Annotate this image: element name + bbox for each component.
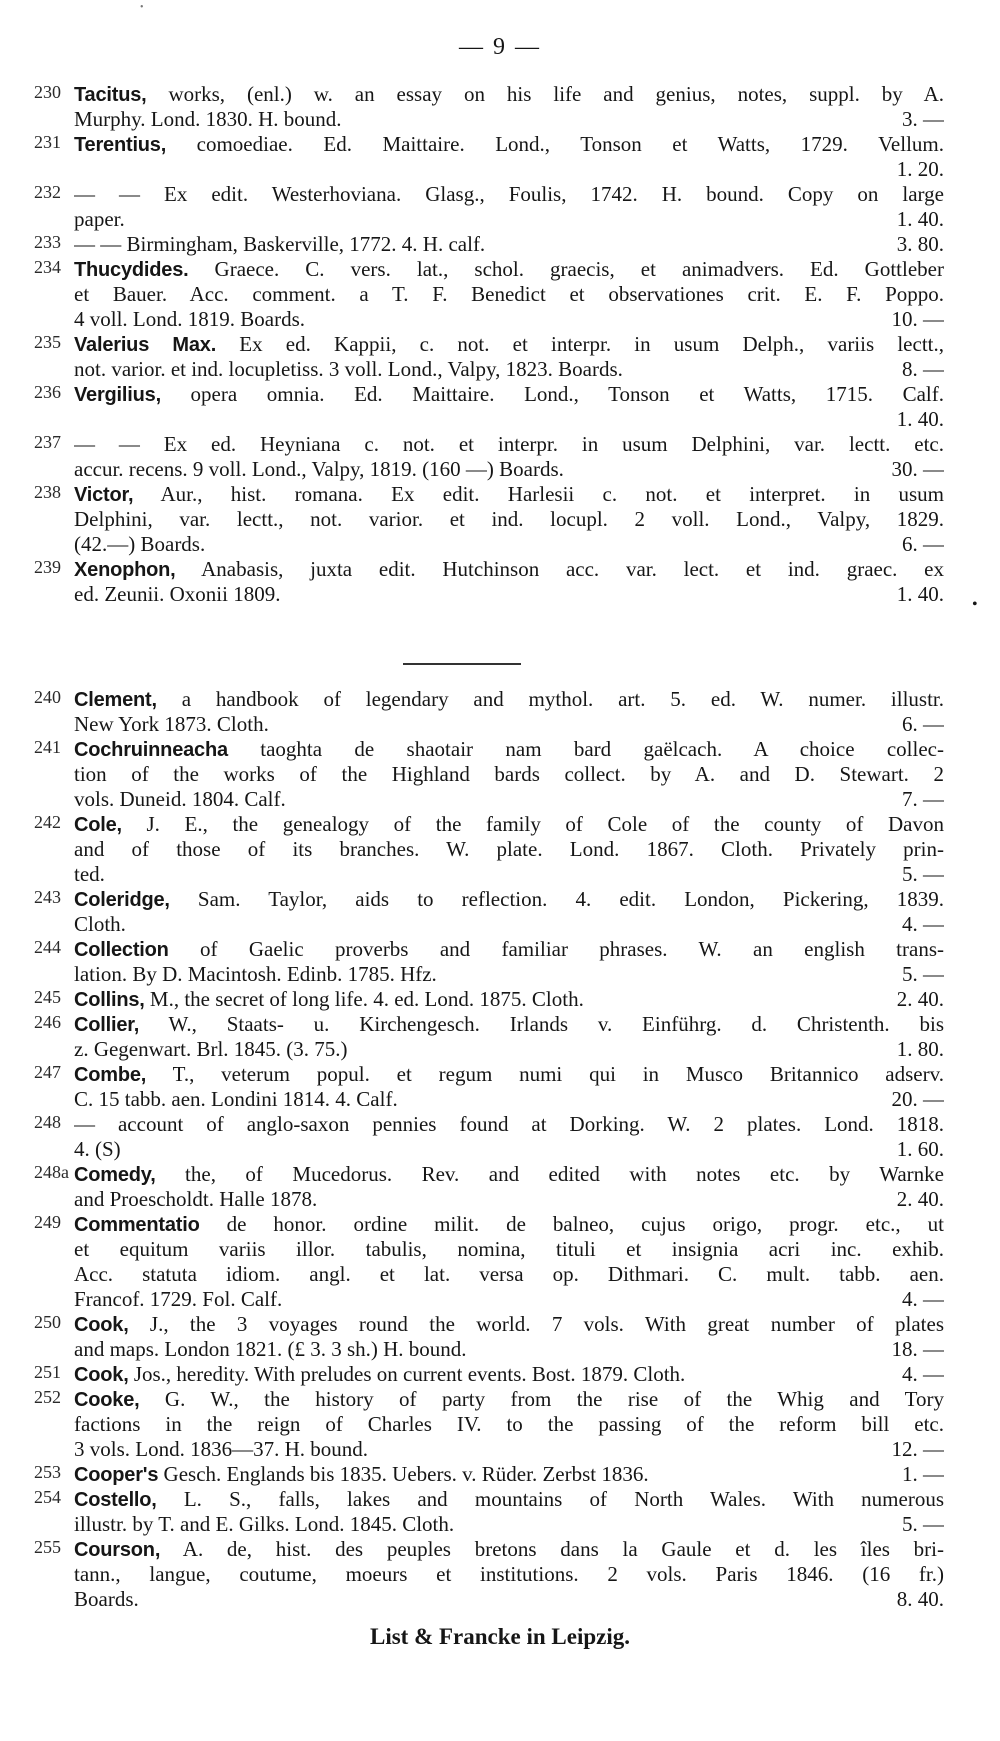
entry-number: 254 bbox=[34, 1487, 61, 1507]
entry-line bbox=[74, 937, 944, 962]
entry-line bbox=[74, 157, 944, 182]
entry-heading: Cochruinneacha bbox=[74, 739, 228, 761]
entry-line bbox=[74, 1562, 944, 1587]
entry-text: — — Birmingham, Baskerville, 1772. 4. H. calf. bbox=[74, 232, 486, 256]
entry-number: 250 bbox=[34, 1312, 61, 1332]
entry-price: 3. — bbox=[902, 107, 944, 131]
entry-price: 1. — bbox=[902, 1462, 944, 1486]
entry-price: 18. — bbox=[891, 1337, 944, 1361]
entry-text: Jos., heredity. With preludes on current events. Bost. 1879. Cloth. bbox=[128, 1362, 686, 1386]
entry-price: 8. — bbox=[902, 357, 944, 381]
entry-line bbox=[74, 1162, 944, 1187]
entry-price: 4. — bbox=[902, 1287, 944, 1311]
catalog-section-classics bbox=[34, 82, 944, 607]
entry-heading: Commentatio bbox=[74, 1214, 200, 1236]
catalog-entry bbox=[34, 987, 944, 1012]
page-number: — 9 — bbox=[459, 34, 541, 60]
entry-number: 251 bbox=[34, 1362, 61, 1382]
entry-text: lation. By D. Macintosh. Edinb. 1785. Hfz. bbox=[74, 962, 437, 986]
catalog-entry bbox=[34, 257, 944, 332]
entry-number: 245 bbox=[34, 987, 61, 1007]
entry-line bbox=[74, 507, 944, 532]
entry-text: vols. Duneid. 1804. Calf. bbox=[74, 787, 286, 811]
entry-number: 249 bbox=[34, 1212, 61, 1232]
entry-number: 247 bbox=[34, 1062, 61, 1082]
entry-text: and maps. London 1821. (£ 3. 3 sh.) H. bound. bbox=[74, 1337, 467, 1361]
catalog-entry bbox=[34, 937, 944, 987]
entry-line bbox=[74, 307, 944, 332]
entry-text: Graece. C. vers. lat., schol. graecis, et animadvers. Ed. Gottleber bbox=[188, 257, 944, 281]
entry-price: 6. — bbox=[902, 712, 944, 736]
catalog-entry bbox=[34, 1012, 944, 1062]
entry-line bbox=[74, 1137, 944, 1162]
entry-price: 1. 40. bbox=[896, 207, 944, 231]
entry-text: 4 voll. Lond. 1819. Boards. bbox=[74, 307, 305, 331]
publisher-footer: List & Francke in Leipzig. bbox=[369, 1624, 631, 1649]
catalog-entry bbox=[34, 332, 944, 382]
entry-heading: Courson, bbox=[74, 1539, 161, 1561]
entry-number: 248a bbox=[34, 1162, 69, 1182]
catalog-entry bbox=[34, 482, 944, 557]
entry-text: de honor. ordine milit. de balneo, cujus origo, progr. etc., ut bbox=[199, 1212, 944, 1236]
entry-text: C. 15 tabb. aen. Londini 1814. 4. Calf. bbox=[74, 1087, 398, 1111]
entry-line bbox=[74, 482, 944, 507]
entry-text: A. de, hist. des peuples bretons dans la Gaule et d. les îles bri- bbox=[160, 1537, 944, 1561]
entry-number: 234 bbox=[34, 257, 61, 277]
catalog-entry bbox=[34, 232, 944, 257]
entry-text: comoediae. Ed. Maittaire. Lond., Tonson et Watts, 1729. Vellum. bbox=[166, 132, 944, 156]
entry-line bbox=[74, 812, 944, 837]
entry-line bbox=[74, 1287, 944, 1312]
entry-number: 248 bbox=[34, 1112, 61, 1132]
entry-heading: Collection bbox=[74, 939, 169, 961]
entry-number: 241 bbox=[34, 737, 61, 757]
entry-number: 243 bbox=[34, 887, 61, 907]
entry-text: taoghta de shaotair nam bard gaëlcach. A choice collec- bbox=[227, 737, 944, 761]
entry-heading: Cook, bbox=[74, 1364, 129, 1386]
entry-text: tion of the works of the Highland bards collect. by A. and D. Stewart. 2 bbox=[74, 762, 944, 786]
catalog-entry bbox=[34, 182, 944, 232]
entry-heading: Combe, bbox=[74, 1064, 147, 1086]
entry-line bbox=[74, 82, 944, 107]
entry-line bbox=[74, 1587, 944, 1612]
entry-text: — — Ex edit. Westerhoviana. Glasg., Foulis, 1742. H. bound. Copy on large bbox=[74, 182, 944, 206]
entry-heading: Cook, bbox=[74, 1314, 129, 1336]
entry-heading: Cole, bbox=[74, 814, 122, 836]
print-speck: • bbox=[140, 2, 144, 13]
entry-number: 240 bbox=[34, 687, 61, 707]
entry-text: Sam. Taylor, aids to reflection. 4. edit. London, Pickering, 1839. bbox=[169, 887, 944, 911]
entry-text: New York 1873. Cloth. bbox=[74, 712, 269, 736]
entry-heading: Cooke, bbox=[74, 1389, 140, 1411]
entry-line bbox=[74, 1262, 944, 1287]
entry-line bbox=[74, 357, 944, 382]
entry-text: Cloth. bbox=[74, 912, 126, 936]
entry-text: Gesch. Englands bis 1835. Uebers. v. Rüder. Zerbst 1836. bbox=[158, 1462, 649, 1486]
entry-price: 5. — bbox=[902, 1512, 944, 1536]
entry-heading: Xenophon, bbox=[74, 559, 176, 581]
entry-line bbox=[74, 1212, 944, 1237]
entry-price: 12. — bbox=[891, 1437, 944, 1461]
entry-text: J. E., the genealogy of the family of Cole of the county of Davon bbox=[121, 812, 944, 836]
catalog-entry bbox=[34, 737, 944, 812]
entry-number: 233 bbox=[34, 232, 61, 252]
entry-price: 8. 40. bbox=[896, 1587, 944, 1611]
entry-text: et Bauer. Acc. comment. a T. F. Benedict et observationes crit. E. F. Poppo. bbox=[74, 282, 944, 306]
entry-heading: Costello, bbox=[74, 1489, 157, 1511]
entry-line bbox=[74, 762, 944, 787]
catalog-entry bbox=[34, 432, 944, 482]
entry-line bbox=[74, 382, 944, 407]
entry-heading: Valerius Max. bbox=[74, 334, 217, 356]
entry-price: 1. 80. bbox=[896, 1037, 944, 1061]
entry-line bbox=[74, 962, 944, 987]
entry-line bbox=[74, 1337, 944, 1362]
entry-line bbox=[74, 987, 944, 1012]
entry-number: 235 bbox=[34, 332, 61, 352]
margin-bullet: • bbox=[972, 596, 978, 613]
entry-heading: Collins, bbox=[74, 989, 145, 1011]
catalog-entry bbox=[34, 382, 944, 432]
entry-price: 5. — bbox=[902, 862, 944, 886]
entry-text: paper. bbox=[74, 207, 125, 231]
entry-heading: Coleridge, bbox=[74, 889, 170, 911]
entry-heading: Tacitus, bbox=[74, 84, 147, 106]
entry-line bbox=[74, 1412, 944, 1437]
entry-line bbox=[74, 457, 944, 482]
entry-text: of Gaelic proverbs and familiar phrases. W. an english trans- bbox=[168, 937, 944, 961]
entry-line bbox=[74, 1112, 944, 1137]
entry-price: 1. 60. bbox=[896, 1137, 944, 1161]
entry-number: 236 bbox=[34, 382, 61, 402]
entry-price: 20. — bbox=[891, 1087, 944, 1111]
entry-line bbox=[74, 862, 944, 887]
entry-line bbox=[74, 1362, 944, 1387]
entry-line bbox=[74, 532, 944, 557]
entry-number: 244 bbox=[34, 937, 61, 957]
entry-line bbox=[74, 837, 944, 862]
entry-heading: Victor, bbox=[74, 484, 134, 506]
entry-line bbox=[74, 557, 944, 582]
entry-text: G. W., the history of party from the rise of the Whig and Tory bbox=[139, 1387, 944, 1411]
entry-number: 232 bbox=[34, 182, 61, 202]
entry-line bbox=[74, 737, 944, 762]
catalog-entry bbox=[34, 1537, 944, 1612]
entry-text: ted. bbox=[74, 862, 105, 886]
catalog-entry bbox=[34, 132, 944, 182]
entry-price: 2. 40. bbox=[896, 987, 944, 1011]
entry-text: Boards. bbox=[74, 1587, 139, 1611]
section-divider bbox=[403, 663, 521, 665]
entry-text: Murphy. Lond. 1830. H. bound. bbox=[74, 107, 342, 131]
entry-line bbox=[74, 1487, 944, 1512]
entry-text: et equitum variis illor. tabulis, nomina, tituli et insignia acri inc. exhib. bbox=[74, 1237, 944, 1261]
entry-line bbox=[74, 107, 944, 132]
catalog-section-english bbox=[34, 687, 944, 1612]
entry-number: 246 bbox=[34, 1012, 61, 1032]
entry-line bbox=[74, 1087, 944, 1112]
catalog-entry bbox=[34, 1462, 944, 1487]
entry-line bbox=[74, 1462, 944, 1487]
entry-text: W., Staats- u. Kirchengesch. Irlands v. Einführg. d. Christenth. bis bbox=[139, 1012, 944, 1036]
entry-text: illustr. by T. and E. Gilks. Lond. 1845. Cloth. bbox=[74, 1512, 455, 1536]
entry-line bbox=[74, 1237, 944, 1262]
entry-heading: Comedy, bbox=[74, 1164, 156, 1186]
entry-text: 3 vols. Lond. 1836—37. H. bound. bbox=[74, 1437, 368, 1461]
entry-number: 231 bbox=[34, 132, 61, 152]
entry-line bbox=[74, 1037, 944, 1062]
entry-text: the, of Mucedorus. Rev. and edited with notes etc. by Warnke bbox=[155, 1162, 944, 1186]
entry-line bbox=[74, 207, 944, 232]
entry-line bbox=[74, 282, 944, 307]
entry-price: 7. — bbox=[902, 787, 944, 811]
entry-text: accur. recens. 9 voll. Lond., Valpy, 1819. (160 —) Boards. bbox=[74, 457, 564, 481]
catalog-entry bbox=[34, 557, 944, 607]
entry-number: 242 bbox=[34, 812, 61, 832]
catalog-entry bbox=[34, 1312, 944, 1362]
entry-text: Ex ed. Kappii, c. not. et interpr. in usum Delph., variis lectt., bbox=[216, 332, 944, 356]
entry-line bbox=[74, 232, 944, 257]
entry-text: a handbook of legendary and mythol. art. 5. ed. W. numer. illustr. bbox=[156, 687, 944, 711]
entry-line bbox=[74, 432, 944, 457]
entry-number: 230 bbox=[34, 82, 61, 102]
entry-heading: Vergilius, bbox=[74, 384, 161, 406]
entry-heading: Terentius, bbox=[74, 134, 167, 156]
catalog-entry bbox=[34, 687, 944, 737]
entry-line bbox=[74, 1012, 944, 1037]
entry-line bbox=[74, 132, 944, 157]
entry-line bbox=[74, 787, 944, 812]
catalog-entry bbox=[34, 1362, 944, 1387]
catalog-entry bbox=[34, 1212, 944, 1312]
entry-text: works, (enl.) w. an essay on his life and genius, notes, suppl. by A. bbox=[146, 82, 944, 106]
entry-line bbox=[74, 1437, 944, 1462]
entry-line bbox=[74, 887, 944, 912]
catalog-entry bbox=[34, 1387, 944, 1462]
entry-text: Francof. 1729. Fol. Calf. bbox=[74, 1287, 283, 1311]
entry-heading: Clement, bbox=[74, 689, 157, 711]
entry-heading: Thucydides. bbox=[74, 259, 189, 281]
entry-text: L. S., falls, lakes and mountains of North Wales. With numerous bbox=[156, 1487, 944, 1511]
entry-text: z. Gegenwart. Brl. 1845. (3. 75.) bbox=[74, 1037, 348, 1061]
entry-number: 238 bbox=[34, 482, 61, 502]
entry-price: 6. — bbox=[902, 532, 944, 556]
entry-text: Aur., hist. romana. Ex edit. Harlesii c. not. et interpret. in usum bbox=[133, 482, 944, 506]
entry-price: 4. — bbox=[902, 1362, 944, 1386]
entry-text: Delphini, var. lectt., not. varior. et ind. locupl. 2 voll. Lond., Valpy, 1829. bbox=[74, 507, 944, 531]
entry-heading: Cooper's bbox=[74, 1464, 159, 1486]
entry-number: 239 bbox=[34, 557, 61, 577]
entry-text: Acc. statuta idiom. angl. et lat. versa op. Dithmari. C. mult. tabb. aen. bbox=[74, 1262, 944, 1286]
entry-line bbox=[74, 182, 944, 207]
entry-line bbox=[74, 407, 944, 432]
entry-line bbox=[74, 257, 944, 282]
entry-line bbox=[74, 687, 944, 712]
catalog-entry bbox=[34, 1487, 944, 1537]
entry-price: 30. — bbox=[891, 457, 944, 481]
entry-number: 252 bbox=[34, 1387, 61, 1407]
entry-text: not. varior. et ind. locupletiss. 3 voll. Lond., Valpy, 1823. Boards. bbox=[74, 357, 623, 381]
entry-heading: Collier, bbox=[74, 1014, 140, 1036]
entry-line bbox=[74, 1062, 944, 1087]
entry-price: 3. 80. bbox=[896, 232, 944, 256]
entry-text: and Proescholdt. Halle 1878. bbox=[74, 1187, 318, 1211]
entry-line bbox=[74, 912, 944, 937]
entry-line bbox=[74, 582, 944, 607]
entry-text: tann., langue, coutume, moeurs et institutions. 2 vols. Paris 1846. (16 fr.) bbox=[74, 1562, 944, 1586]
catalog-entry bbox=[34, 1112, 944, 1162]
entry-number: 253 bbox=[34, 1462, 61, 1482]
entry-text: J., the 3 voyages round the world. 7 vols. With great number of plates bbox=[128, 1312, 944, 1336]
entry-line bbox=[74, 1537, 944, 1562]
catalog-entry bbox=[34, 1162, 944, 1212]
entry-number: 237 bbox=[34, 432, 61, 452]
catalog-entry bbox=[34, 812, 944, 887]
entry-line bbox=[74, 712, 944, 737]
entry-text: M., the secret of long life. 4. ed. Lond. 1875. Cloth. bbox=[144, 987, 584, 1011]
entry-price: 10. — bbox=[891, 307, 944, 331]
entry-price: 1. 20. bbox=[896, 157, 944, 181]
entry-price: 5. — bbox=[902, 962, 944, 986]
entry-text: — account of anglo-saxon pennies found at Dorking. W. 2 plates. Lond. 1818. bbox=[74, 1112, 944, 1136]
catalog-entry bbox=[34, 887, 944, 937]
entry-line bbox=[74, 1187, 944, 1212]
entry-text: and of those of its branches. W. plate. Lond. 1867. Cloth. Privately prin- bbox=[74, 837, 944, 861]
entry-text: 4. (S) bbox=[74, 1137, 121, 1161]
entry-line bbox=[74, 1387, 944, 1412]
entry-number: 255 bbox=[34, 1537, 61, 1557]
entry-line bbox=[74, 1512, 944, 1537]
entry-text: ed. Zeunii. Oxonii 1809. bbox=[74, 582, 281, 606]
entry-price: 4. — bbox=[902, 912, 944, 936]
catalog-entry bbox=[34, 1062, 944, 1112]
entry-price: 1. 40. bbox=[896, 582, 944, 606]
entry-text: T., veterum popul. et regum numi qui in Musco Britannico adserv. bbox=[146, 1062, 944, 1086]
entry-line bbox=[74, 332, 944, 357]
entry-text: — — Ex ed. Heyniana c. not. et interpr. in usum Delphini, var. lectt. etc. bbox=[74, 432, 944, 456]
catalog-entry bbox=[34, 82, 944, 132]
entry-price: 1. 40. bbox=[896, 407, 944, 431]
entry-text: opera omnia. Ed. Maittaire. Lond., Tonson et Watts, 1715. Calf. bbox=[160, 382, 944, 406]
entry-text: Anabasis, juxta edit. Hutchinson acc. var. lect. et ind. graec. ex bbox=[175, 557, 944, 581]
entry-line bbox=[74, 1312, 944, 1337]
entry-price: 2. 40. bbox=[896, 1187, 944, 1211]
entry-text: factions in the reign of Charles IV. to the passing of the reform bill etc. bbox=[74, 1412, 944, 1436]
entry-text: (42.—) Boards. bbox=[74, 532, 206, 556]
